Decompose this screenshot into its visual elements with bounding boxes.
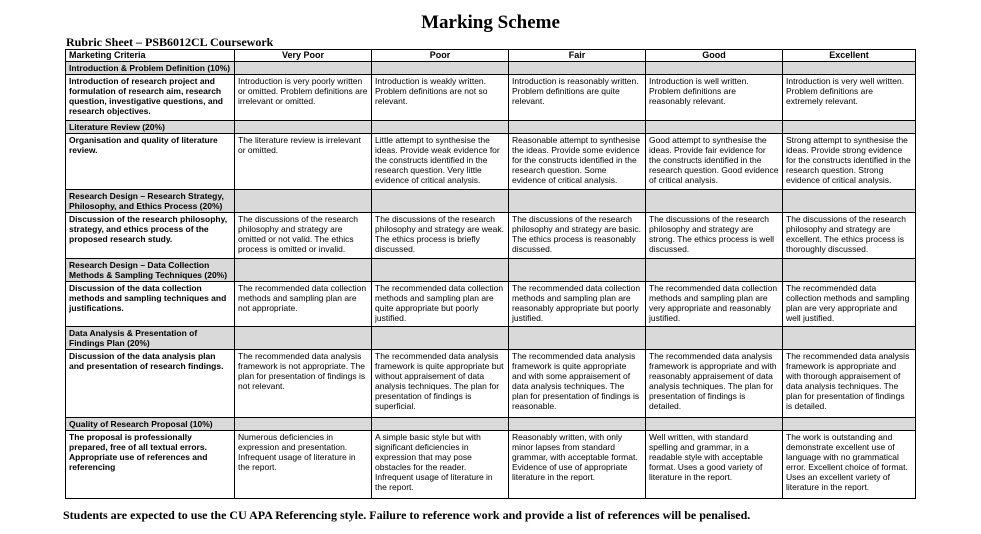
level-poor: The discussions of the research philosophy and strategy are weak. The ethics process is briefly discussed. bbox=[372, 213, 509, 259]
section-label: Quality of Research Proposal (10%) bbox=[66, 418, 235, 431]
level-excellent: Introduction is very well written. Problem definitions are extremely relevant. bbox=[783, 75, 916, 121]
criterion-text: Organisation and quality of literature review. bbox=[66, 134, 235, 190]
section-row bbox=[66, 190, 916, 213]
level-very-poor: The recommended data collection methods and sampling plan are not appropriate. bbox=[235, 282, 372, 327]
criterion-text: Discussion of the data analysis plan and presentation of research findings. bbox=[66, 350, 235, 418]
section-row bbox=[66, 121, 916, 134]
level-good: The recommended data analysis framework is appropriate and with reasonably appraisement of data analysis techniques. The plan for presentation of findings is detailed. bbox=[646, 350, 783, 418]
level-excellent: Strong attempt to synthesise the ideas. Provide strong evidence for the constructs identified in the research question. Strong evidence of critical analysis. bbox=[783, 134, 916, 190]
level-very-poor: The recommended data analysis framework is not appropriate. The plan for presentation of findings is not relevant. bbox=[235, 350, 372, 418]
header-excellent: Excellent bbox=[783, 50, 916, 62]
level-very-poor: Numerous deficiencies in expression and presentation. Infrequent usage of literature in the report. bbox=[235, 431, 372, 499]
section-row bbox=[66, 418, 916, 431]
level-good: Well written, with standard spelling and grammar, in a readable style with acceptable format. Uses a good variety of literature in the report. bbox=[646, 431, 783, 499]
level-fair: Introduction is reasonably written. Problem definitions are quite relevant. bbox=[509, 75, 646, 121]
section-label: Literature Review (20%) bbox=[66, 121, 235, 134]
level-poor: The recommended data collection methods and sampling plan are quite appropriate but poorly justified. bbox=[372, 282, 509, 327]
criterion-text: Introduction of research project and formulation of research aim, research question, investigative questions, and research objectives. bbox=[66, 75, 235, 121]
header-criteria: Marketing Criteria bbox=[66, 50, 235, 62]
criterion-row bbox=[66, 282, 916, 327]
level-poor: Introduction is weakly written. Problem definitions are not so relevant. bbox=[372, 75, 509, 121]
level-fair: Reasonable attempt to synthesise the ideas. Provide some evidence for the constructs identified in the research question. Some evidence of critical analysis. bbox=[509, 134, 646, 190]
level-fair: The discussions of the research philosophy and strategy are basic. The ethics process is reasonably discussed. bbox=[509, 213, 646, 259]
criterion-text: The proposal is professionally prepared, free of all textual errors. Appropriate use of references and referencing bbox=[66, 431, 235, 499]
criterion-row bbox=[66, 213, 916, 259]
header-good: Good bbox=[646, 50, 783, 62]
criterion-row bbox=[66, 134, 916, 190]
level-good: Introduction is well written. Problem definitions are reasonably relevant. bbox=[646, 75, 783, 121]
level-fair: The recommended data collection methods and sampling plan are reasonably appropriate but poorly justified. bbox=[509, 282, 646, 327]
level-good: The discussions of the research philosophy and strategy are strong. The ethics process is well discussed. bbox=[646, 213, 783, 259]
section-label: Data Analysis & Presentation of Findings Plan (20%) bbox=[66, 327, 235, 350]
header-very-poor: Very Poor bbox=[235, 50, 372, 62]
section-label: Research Design – Data Collection Methods & Sampling Techniques (20%) bbox=[66, 259, 235, 282]
level-excellent: The discussions of the research philosophy and strategy are excellent. The ethics process is thoroughly discussed. bbox=[783, 213, 916, 259]
level-poor: Little attempt to synthesise the ideas. Provide weak evidence for the constructs identified in the research question. Very little evidence of critical analysis. bbox=[372, 134, 509, 190]
level-excellent: The recommended data collection methods and sampling plan are very appropriate and well justified. bbox=[783, 282, 916, 327]
criterion-row bbox=[66, 75, 916, 121]
level-good: The recommended data collection methods and sampling plan are very appropriate and reasonably justified. bbox=[646, 282, 783, 327]
page-title: Marking Scheme bbox=[421, 12, 560, 33]
section-label: Introduction & Problem Definition (10%) bbox=[66, 62, 235, 75]
referencing-note: Students are expected to use the CU APA Referencing style. Failure to reference work and provide a list of references will be penalised. bbox=[63, 508, 751, 522]
header-poor: Poor bbox=[372, 50, 509, 62]
section-row bbox=[66, 327, 916, 350]
header-row bbox=[66, 50, 916, 62]
header-fair: Fair bbox=[509, 50, 646, 62]
level-very-poor: Introduction is very poorly written or omitted. Problem definitions are irrelevant or omitted. bbox=[235, 75, 372, 121]
level-good: Good attempt to synthesise the ideas. Provide fair evidence for the constructs identified in the research question. Good evidence of critical analysis. bbox=[646, 134, 783, 190]
rubric-subtitle: Rubric Sheet – PSB6012CL Coursework bbox=[66, 35, 274, 49]
rubric-table bbox=[65, 49, 916, 499]
level-fair: The recommended data analysis framework is quite appropriate and with some appraisement of data analysis techniques. The plan for presentation of findings is reasonable. bbox=[509, 350, 646, 418]
level-very-poor: The discussions of the research philosophy and strategy are omitted or not valid. The ethics process is omitted or invalid. bbox=[235, 213, 372, 259]
level-poor: A simple basic style but with significant deficiencies in expression that may pose obstacles for the reader. Infrequent usage of literature in the report. bbox=[372, 431, 509, 499]
level-fair: Reasonably written, with only minor lapses from standard grammar, with acceptable format. Evidence of use of appropriate literature in the report. bbox=[509, 431, 646, 499]
criterion-text: Discussion of the research philosophy, strategy, and ethics process of the proposed research study. bbox=[66, 213, 235, 259]
criterion-row bbox=[66, 431, 916, 499]
section-row bbox=[66, 259, 916, 282]
level-poor: The recommended data analysis framework is quite appropriate but without appraisement of data analysis techniques. The plan for presentation of findings is superficial. bbox=[372, 350, 509, 418]
criterion-row bbox=[66, 350, 916, 418]
section-row bbox=[66, 62, 916, 75]
level-excellent: The work is outstanding and demonstrate excellent use of language with no grammatical error. Excellent choice of format. Uses an excellent variety of literature in the report. bbox=[783, 431, 916, 499]
criterion-text: Discussion of the data collection methods and sampling techniques and justifications. bbox=[66, 282, 235, 327]
level-very-poor: The literature review is irrelevant or omitted. bbox=[235, 134, 372, 190]
level-excellent: The recommended data analysis framework is appropriate and with thorough appraisement of data analysis techniques. The plan for presentation of findings is detailed. bbox=[783, 350, 916, 418]
section-label: Research Design – Research Strategy, Philosophy, and Ethics Process (20%) bbox=[66, 190, 235, 213]
